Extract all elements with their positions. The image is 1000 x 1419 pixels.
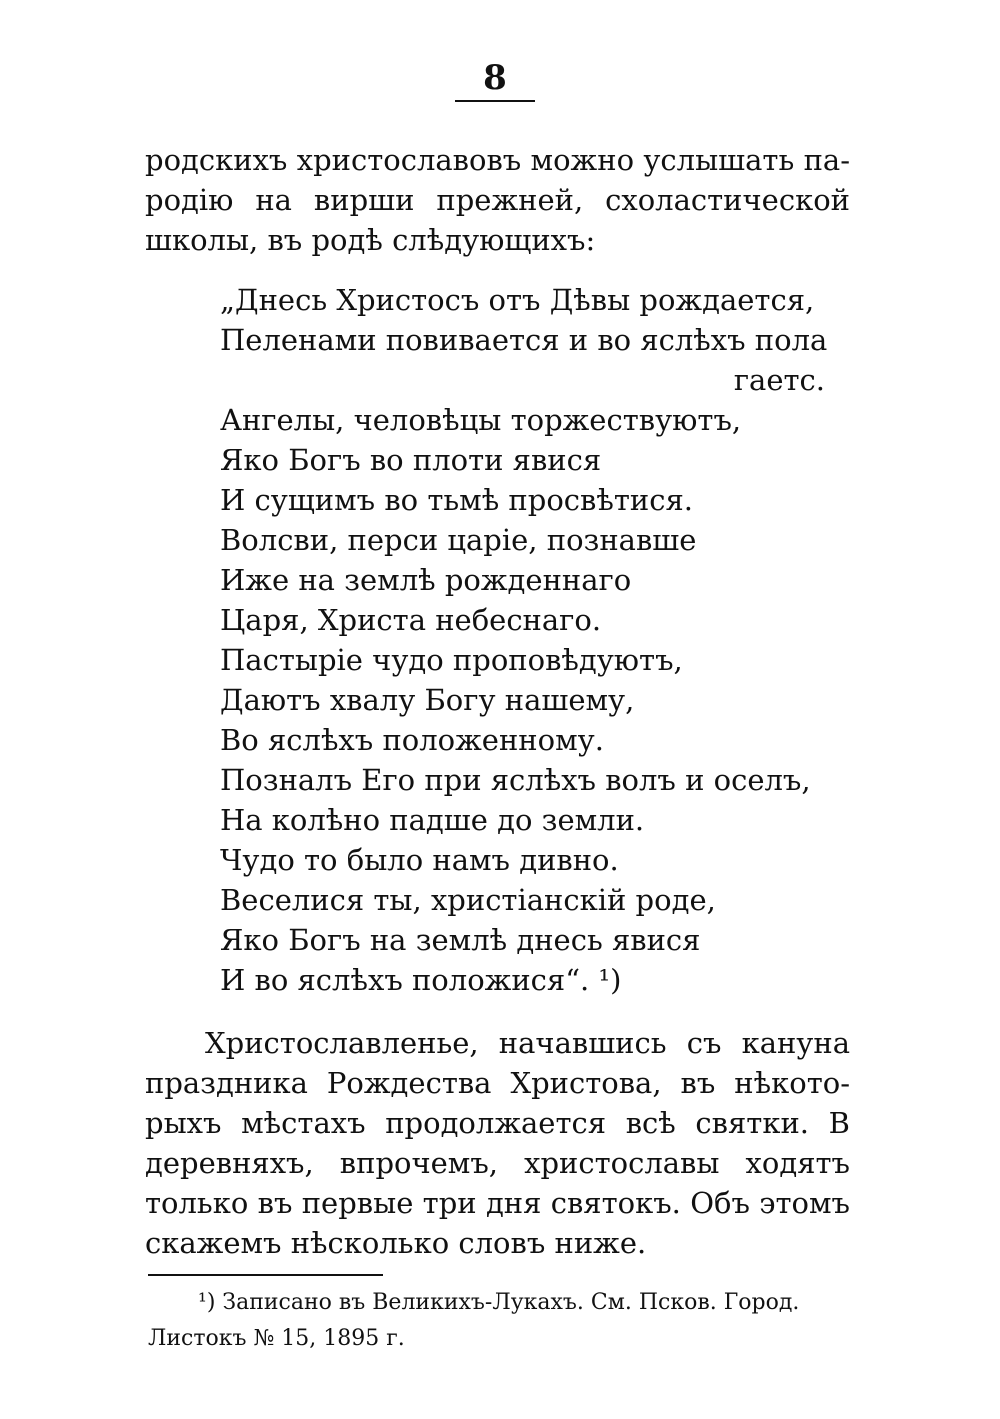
- poem-block: [220, 280, 850, 1000]
- page-number: 8: [483, 58, 507, 98]
- poem-line-continuation: гаетс.: [733, 363, 825, 397]
- footnote-line: Листокъ № 15, 1895 г.: [148, 1326, 405, 1351]
- poem-line: И сущимъ во тьмѣ просвѣтися.: [220, 483, 693, 517]
- body-line: только въ первые три дня святокъ. Объ этомъ: [145, 1186, 850, 1220]
- page-number-rule: [455, 100, 535, 102]
- body-line: скажемъ нѣсколько словъ ниже.: [145, 1226, 647, 1260]
- poem-line: Чудо то было намъ дивно.: [220, 843, 619, 877]
- poem-line: Пеленами повивается и во яслѣхъ пола: [220, 323, 828, 357]
- footnote: [148, 1285, 858, 1357]
- poem-line: Позналъ Его при яслѣхъ волъ и оселъ,: [220, 763, 811, 797]
- body-line: деревняхъ, впрочемъ, христославы ходятъ: [145, 1146, 850, 1180]
- poem-line: Царя, Христа небеснаго.: [220, 603, 602, 637]
- intro-line: родію на вирши прежней, схоластической: [145, 183, 850, 217]
- poem-line: „Днесь Христосъ отъ Дѣвы рождается,: [220, 283, 815, 317]
- intro-paragraph: [145, 140, 850, 260]
- poem-line: Пастыріе чудо проповѣдуютъ,: [220, 643, 683, 677]
- poem-line: Во яслѣхъ положенному.: [220, 723, 604, 757]
- body-paragraph: [145, 1023, 850, 1263]
- footnote-line: ¹) Записано въ Великихъ-Лукахъ. См. Псков. Город.: [198, 1290, 800, 1315]
- poem-line: И во яслѣхъ положися“. ¹): [220, 963, 622, 997]
- poem-line: Волсви, перси царіе, познавше: [220, 523, 697, 557]
- poem-line: Ангелы, человѣцы торжествуютъ,: [220, 403, 742, 437]
- poem-line: Яко Богъ на землѣ днесь явися: [220, 923, 701, 957]
- poem-line: Иже на землѣ рожденнаго: [220, 563, 632, 597]
- intro-line: родскихъ христославовъ можно услышать па-: [145, 143, 850, 177]
- poem-line: Веселися ты, христіанскій роде,: [220, 883, 716, 917]
- footnote-rule: [148, 1274, 383, 1276]
- poem-line: Яко Богъ во плоти явися: [220, 443, 602, 477]
- poem-line: На колѣно падше до земли.: [220, 803, 645, 837]
- body-line: рыхъ мѣстахъ продолжается всѣ святки. В: [145, 1106, 850, 1140]
- poem-line: Даютъ хвалу Богу нашему,: [220, 683, 635, 717]
- body-line: праздника Рождества Христова, въ нѣкото-: [145, 1066, 850, 1100]
- body-line: Христославленье, начавшись съ кануна: [205, 1026, 850, 1060]
- intro-line: школы, въ родѣ слѣдующихъ:: [145, 223, 596, 257]
